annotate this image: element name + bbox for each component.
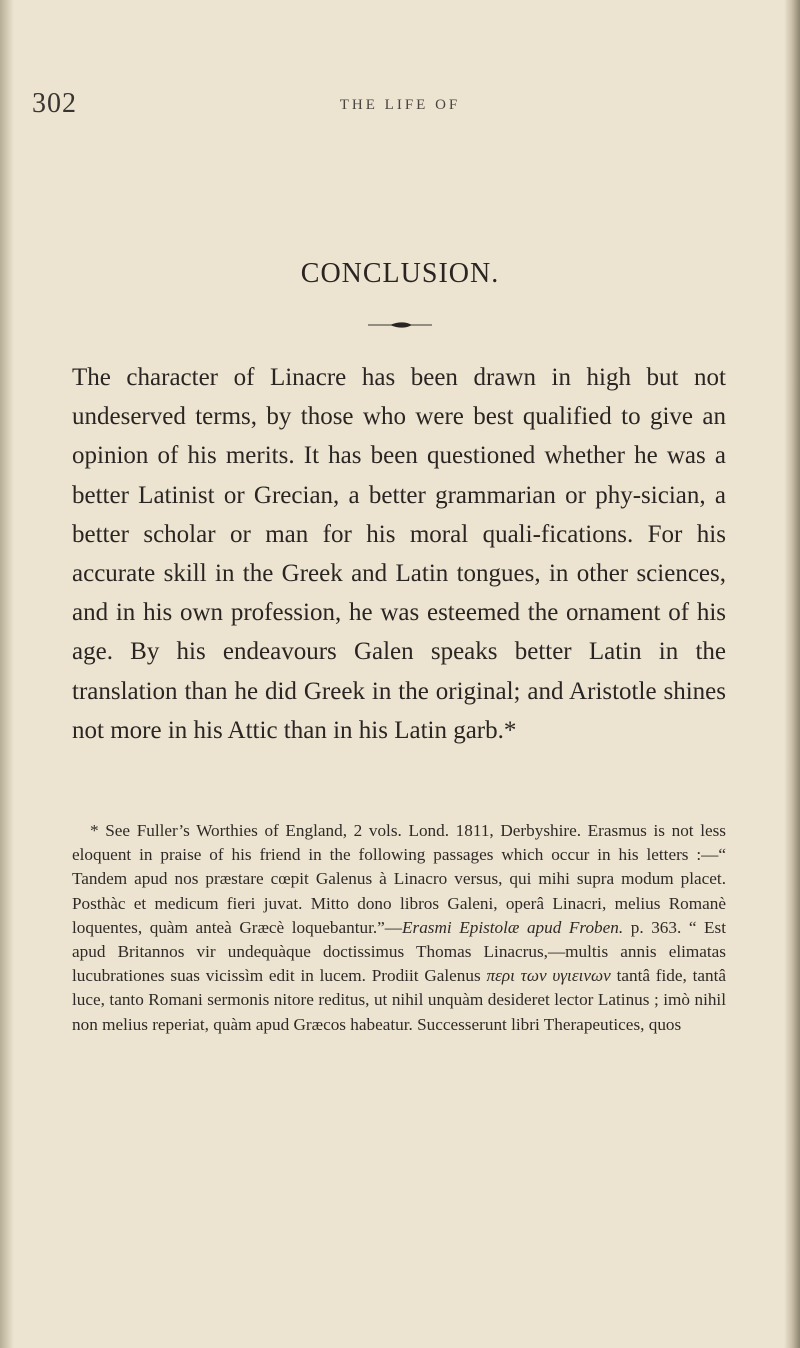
right-page-edge xyxy=(784,0,800,1348)
section-heading: CONCLUSION. xyxy=(300,258,500,289)
footnote xyxy=(72,819,726,1037)
running-head: THE LIFE OF xyxy=(339,97,461,113)
footnote-citation: Erasmi Epistolæ apud Froben. xyxy=(402,917,624,937)
footnote-text-part1: * See Fuller’s Worthies of England, 2 vols. Lond. 1811, Derbyshire. Erasmus is not less eloquent in praise of his friend in the following passages which occur in his letters :—“ Tandem apud nos præstare cœpit Galenus à Linacro versus, qui mihi supra modum placet. Posthàc et medicum fieri juvat. Mitto dono libros Galeni, operâ Linacri, melius Romanè loquentes, quàm anteà Græcè loquebantur.”— xyxy=(72,821,726,937)
footnote-text-part2: p. 363. “ Est apud Britannos vir undequàque doctissimus Thomas Linacrus,—multis annis elimatas lucubrationes suas vicissìm edit in lucem. Prodiit Galenus xyxy=(72,917,727,986)
footnote-paragraph xyxy=(72,819,726,1037)
page-number: 302 xyxy=(32,88,77,119)
footnote-greek-title: περι των υγιεινων xyxy=(486,966,611,986)
footnote-text-part3: tantâ fide, tantâ luce, tanto Romani sermonis nitore reditus, ut nihil unquàm desideret lector Latinus ; imò nihil non melius reperiat, quàm apud Græcos habeatur. Successerunt libri Therapeutices, quos xyxy=(72,966,726,1034)
body-text xyxy=(72,358,726,750)
page-header xyxy=(0,88,800,128)
left-page-shadow xyxy=(0,0,14,1348)
body-paragraph: The character of Linacre has been drawn in high but not undeserved terms, by those who were best qualified to give an opinion of his merits. It has been questioned whether he was a better Latinist or Grecian, a better grammarian or phy-sician, a better scholar or man for his moral quali-fications. For his accurate skill in the Greek and Latin tongues, in other sciences, and in his own profession, he was esteemed the ornament of his age. By his endeavours Galen speaks better Latin in the translation than he did Greek in the original; and Aristotle shines not more in his Attic than in his Latin garb.* xyxy=(72,364,726,744)
ornament-divider-icon xyxy=(368,318,432,332)
